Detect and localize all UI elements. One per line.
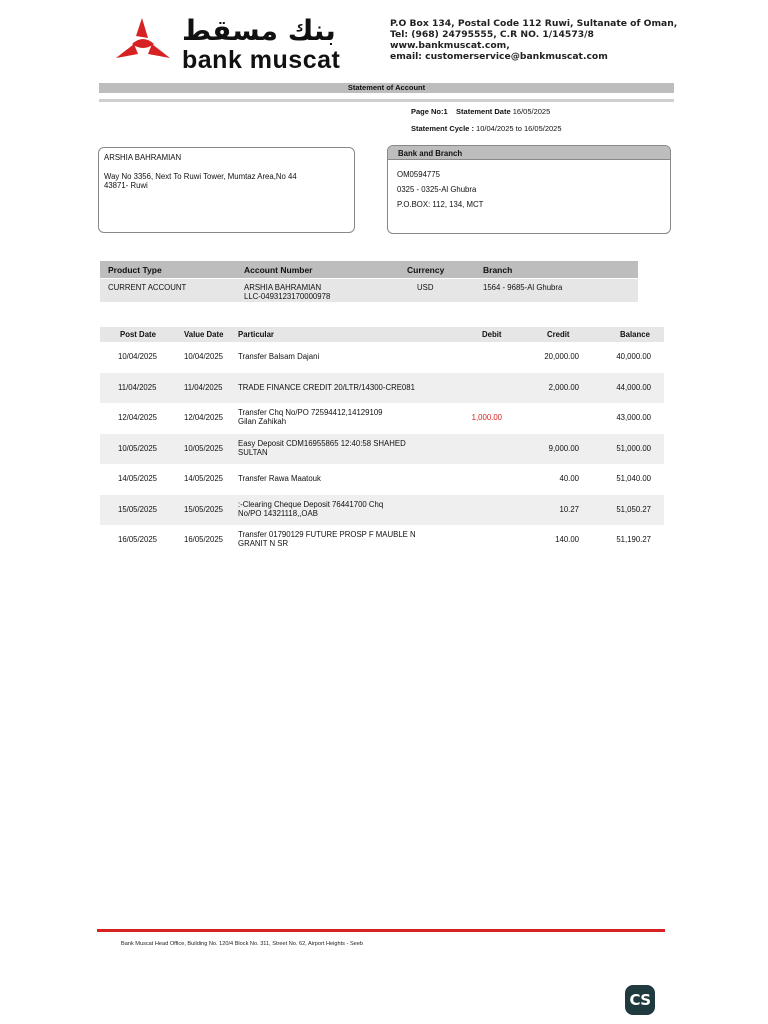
- account-name: ARSHIA BAHRAMIAN: [244, 283, 322, 292]
- balance-amount: 51,040.00: [616, 474, 651, 483]
- contact-phone: Tel: (968) 24795555, C.R NO. 1/14573/8: [390, 29, 594, 40]
- bank-branch-heading: Bank and Branch: [388, 146, 670, 160]
- statement-cycle-label: Statement Cycle :: [411, 124, 474, 133]
- table-row: [100, 373, 664, 404]
- header-particular: Particular: [238, 330, 274, 339]
- balance-amount: 51,050.27: [616, 504, 651, 514]
- particular: [238, 352, 438, 361]
- post-date: 12/04/2025: [118, 413, 158, 422]
- debit-amount: 1,000.00: [471, 413, 502, 422]
- credit-amount: 10.27: [559, 504, 579, 514]
- header-value-date: Value Date: [184, 330, 224, 339]
- credit-amount: 9,000.00: [548, 443, 579, 453]
- statement-page-date: [411, 107, 550, 116]
- contact-address: P.O Box 134, Postal Code 112 Ruwi, Sultanate of Oman,: [390, 18, 678, 29]
- contact-email[interactable]: email: customerservice@bankmuscat.com: [390, 51, 608, 62]
- product-type: CURRENT ACCOUNT: [108, 283, 187, 292]
- particular: [238, 408, 438, 426]
- value-date: 15/05/2025: [184, 504, 224, 514]
- particular-line2: GRANIT N SR: [238, 539, 289, 548]
- customer-address-box: [98, 147, 355, 233]
- credit-amount: 2,000.00: [548, 382, 579, 392]
- contact-website[interactable]: www.bankmuscat.com,: [390, 40, 510, 51]
- header-currency: Currency: [407, 265, 445, 275]
- account-number: LLC-0493123170000978: [244, 292, 331, 301]
- balance-amount: 40,000.00: [616, 352, 651, 361]
- branch: 1564 - 9685-Al Ghubra: [483, 283, 563, 292]
- account-summary-table: [100, 261, 638, 302]
- credit-amount: 40.00: [559, 474, 579, 483]
- particular: [238, 439, 438, 457]
- value-date: 11/04/2025: [184, 382, 223, 392]
- particular-line1: Transfer Chq No/PO 72594412,14129109: [238, 408, 383, 417]
- bank-logo: [112, 14, 372, 74]
- value-date: 10/05/2025: [184, 443, 224, 453]
- particular: [238, 383, 438, 392]
- bank-branch-pobox: P.O.BOX: 112, 134, MCT: [397, 200, 484, 209]
- table-row: [100, 464, 664, 495]
- customer-address-line2: 43871- Ruwi: [104, 181, 148, 190]
- credit-amount: 20,000.00: [544, 352, 579, 361]
- header-post-date: Post Date: [120, 330, 156, 339]
- post-date: 10/05/2025: [118, 443, 158, 453]
- particular-line1: Easy Deposit CDM16955865 12:40:58 SHAHED: [238, 438, 406, 448]
- header-branch: Branch: [483, 265, 513, 275]
- balance-amount: 51,000.00: [616, 443, 651, 453]
- value-date: 12/04/2025: [184, 413, 224, 422]
- balance-amount: 44,000.00: [616, 382, 651, 392]
- post-date: 15/05/2025: [118, 504, 158, 514]
- statement-cycle-value: 10/04/2025 to 16/05/2025: [476, 124, 562, 133]
- statement-title: Statement of Account: [99, 83, 674, 93]
- table-row: [100, 342, 664, 373]
- footer-divider: [97, 929, 665, 932]
- transactions-body: [100, 342, 664, 556]
- particular: [238, 474, 438, 483]
- particular-line1: TRADE FINANCE CREDIT 20/LTR/14300-CRE081: [238, 382, 415, 392]
- particular-line2: Gilan Zahikah: [238, 417, 287, 426]
- customer-address-line1: Way No 3356, Next To Ruwi Tower, Mumtaz Area,No 44: [104, 172, 297, 181]
- post-date: 16/05/2025: [118, 535, 158, 544]
- account-holder: [244, 283, 330, 301]
- header-product-type: Product Type: [108, 265, 162, 275]
- post-date: 10/04/2025: [118, 352, 158, 361]
- table-row: [100, 403, 664, 434]
- footer-address: Bank Muscat Head Office, Building No. 120/4 Block No. 311, Street No. 62, Airport Heights - Seeb: [121, 941, 364, 947]
- table-row: [100, 495, 664, 526]
- customer-name: ARSHIA BAHRAMIAN: [104, 153, 182, 162]
- post-date: 11/04/2025: [118, 382, 157, 392]
- balance-amount: 43,000.00: [616, 413, 651, 422]
- statement-date-label: Statement Date: [456, 107, 511, 116]
- bank-branch-code: OM0594775: [397, 170, 440, 179]
- value-date: 10/04/2025: [184, 352, 224, 361]
- bank-branch-name: 0325 - 0325-Al Ghubra: [397, 185, 477, 194]
- brand-arabic-name: بنك مسقط: [182, 14, 336, 47]
- particular-line1: Transfer Rawa Maatouk: [238, 474, 321, 483]
- header-debit: Debit: [482, 330, 502, 339]
- account-table-header: [100, 261, 638, 278]
- table-row: [100, 434, 664, 465]
- particular: [238, 530, 438, 548]
- header-credit: Credit: [547, 330, 570, 339]
- value-date: 14/05/2025: [184, 474, 224, 483]
- currency: USD: [417, 283, 434, 292]
- camscanner-badge: CS: [625, 985, 655, 1015]
- particular-line1: :-Clearing Cheque Deposit 76441700 Chq: [238, 499, 384, 509]
- table-row: [100, 525, 664, 556]
- balance-amount: 51,190.27: [616, 535, 651, 544]
- bank-branch-box: [387, 145, 671, 234]
- particular-line1: Transfer 01790129 FUTURE PROSP F MAUBLE N: [238, 530, 416, 539]
- particular: [238, 500, 438, 518]
- brand-name: bank muscat: [182, 46, 341, 74]
- statement-cycle: [411, 124, 562, 133]
- transactions-table: [100, 327, 664, 556]
- header-balance: Balance: [620, 330, 650, 339]
- transactions-header: [100, 327, 664, 342]
- header-account-number: Account Number: [244, 265, 313, 275]
- title-divider: [99, 99, 674, 102]
- particular-line2: SULTAN: [238, 447, 268, 457]
- value-date: 16/05/2025: [184, 535, 224, 544]
- page-number: Page No:1: [411, 107, 448, 116]
- account-table-row: [100, 278, 638, 302]
- statement-date-value: 16/05/2025: [512, 107, 551, 116]
- contact-block: [390, 18, 677, 62]
- bank-muscat-emblem-icon: [112, 14, 176, 74]
- credit-amount: 140.00: [555, 535, 579, 544]
- post-date: 14/05/2025: [118, 474, 158, 483]
- particular-line2: No/PO 14321118,,OAB: [238, 508, 318, 518]
- particular-line1: Transfer Balsam Dajani: [238, 352, 320, 361]
